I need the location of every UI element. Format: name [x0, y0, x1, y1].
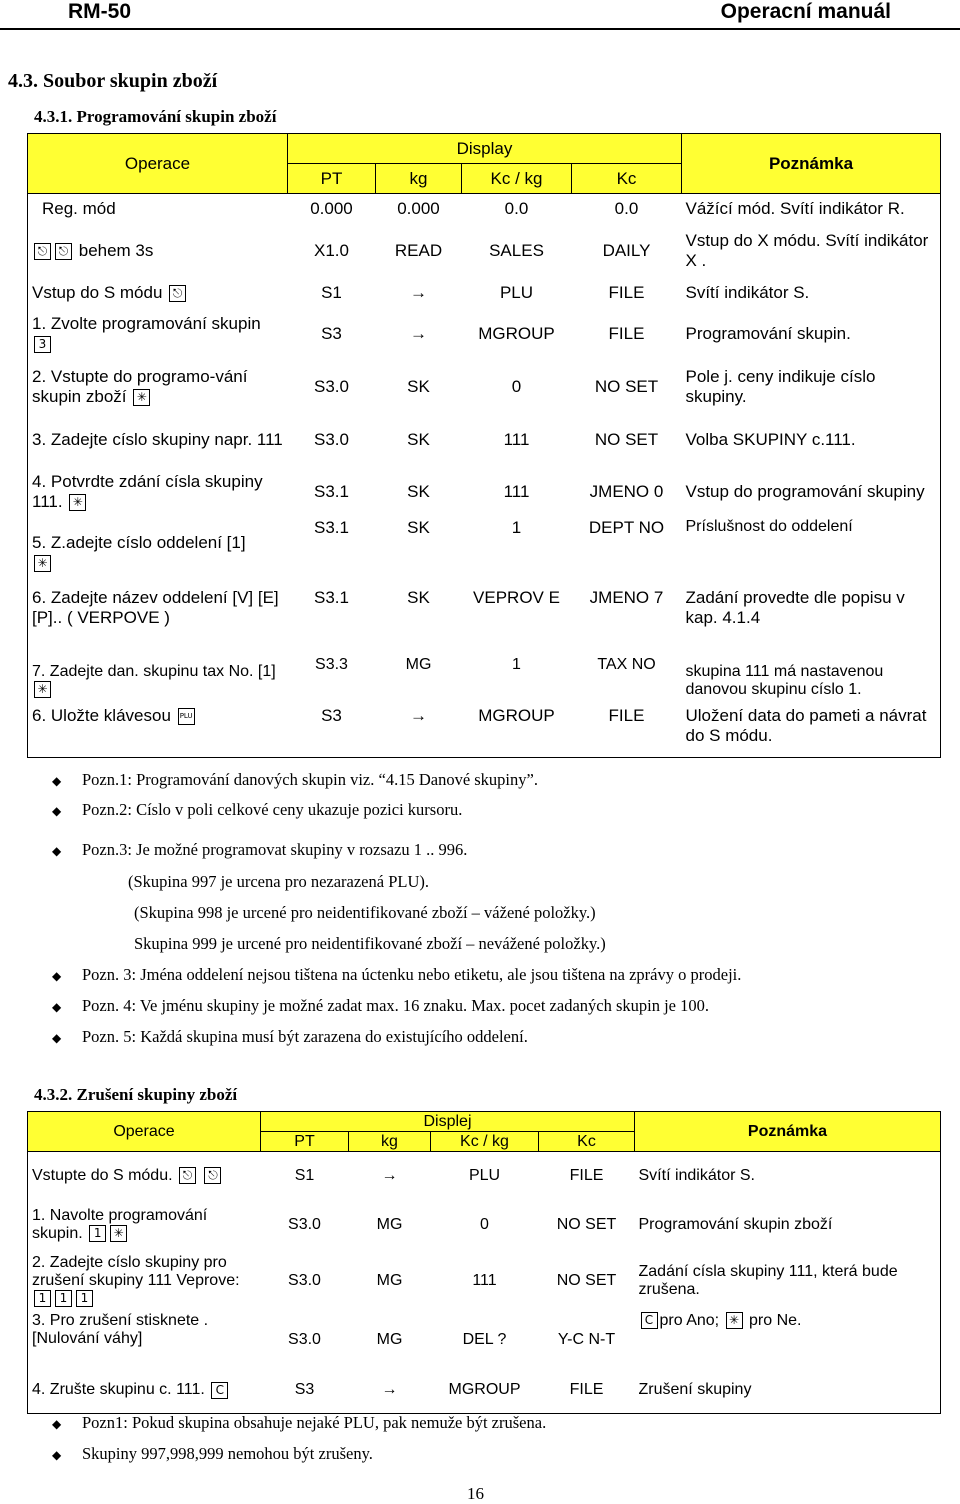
cell-kckg: PLU: [468, 1166, 501, 1184]
star-key-icon: ✳: [34, 555, 51, 572]
cell-note: Zadání císla skupiny 111, která bude zrušena.: [638, 1262, 898, 1298]
table-row: [28, 194, 941, 224]
x-key-icon: ⎋: [169, 285, 186, 302]
bullet-icon: ◆: [52, 1000, 62, 1014]
cell-note: skupina 111 má nastavenou danovou skupinu císlo 1.: [685, 662, 884, 698]
table-row: [28, 1250, 941, 1312]
col-poznamka: Poznámka: [635, 1112, 941, 1152]
bullet-icon: ◆: [52, 1448, 62, 1462]
list-item: ◆ Pozn. 5: Každá skupina musí být zarazena do existujícího oddelení.: [52, 1027, 528, 1046]
x-key-icon: ⎋: [179, 1167, 196, 1184]
cell-kckg: 111: [503, 429, 530, 449]
col-kc: Kc: [539, 1132, 635, 1152]
cell-pt: S3.0: [314, 376, 349, 396]
list-item: ◆ Pozn.2: Císlo v poli celkové ceny ukazuje pozici kursoru.: [52, 800, 463, 819]
table-row: [28, 518, 941, 588]
cell-op: 5. Z.adejte císlo oddelení [1]: [32, 532, 246, 552]
cell-kg: MG: [376, 1271, 403, 1289]
col-poznamka: Poznámka: [682, 134, 941, 194]
cell-kc: 0.0: [614, 198, 639, 218]
bullet-icon: ◆: [52, 1031, 62, 1045]
cell-kg: MG: [376, 1215, 403, 1233]
col-displej: Displej: [261, 1112, 635, 1132]
bullet-icon: ◆: [52, 969, 62, 983]
cell-pt: S1: [321, 282, 342, 302]
cell-pt: X1.0: [314, 240, 349, 260]
bullet-icon: ◆: [52, 844, 62, 858]
cell-kckg: MGROUP: [448, 1381, 521, 1399]
cell-kckg: 0.0: [504, 198, 529, 218]
table-row: [28, 1368, 941, 1414]
cell-pt: S3.0: [288, 1330, 321, 1348]
table-row: [28, 706, 941, 758]
cell-kg: →: [410, 705, 427, 725]
cell-kc: FILE: [608, 323, 645, 343]
col-kckg: Kc / kg: [431, 1132, 539, 1152]
cell-pt: S3: [321, 705, 342, 725]
cell-kc: DEPT NO: [588, 517, 665, 537]
programming-table: [27, 133, 941, 758]
cell-kg: SK: [407, 429, 430, 449]
list-item: (Skupina 997 je urcena pro nezarazená PLU).: [128, 872, 429, 891]
table-row: [28, 308, 941, 360]
cell-op: 7. Zadejte dan. skupinu tax No. [1]: [32, 662, 276, 680]
cell-kc: JMENO 7: [589, 587, 664, 607]
cell-kckg: MGROUP: [478, 323, 555, 343]
cell-op: Vstup do S módu: [32, 282, 163, 302]
notes-list-2: [52, 1413, 546, 1475]
table-row: [28, 414, 941, 466]
cell-op: Reg. mód: [42, 198, 116, 218]
cell-note: Programování skupin.: [685, 323, 851, 343]
col-operace: Operace: [28, 1112, 261, 1152]
list-item: ◆ Pozn.3: Je možné programovat skupiny v rozsazu 1 .. 996.: [52, 840, 468, 859]
cell-kckg: MGROUP: [478, 705, 555, 725]
c-key-icon: C: [641, 1312, 658, 1329]
cell-op: 6. Uložte klávesou: [32, 705, 171, 725]
table-row: [28, 1200, 941, 1250]
col-kg: kg: [349, 1132, 431, 1152]
section-title: 4.3. Soubor skupin zboží: [8, 70, 218, 92]
cell-kckg: 111: [472, 1271, 497, 1289]
cell-pt: S3.1: [314, 517, 349, 537]
cell-note: Vstup do X módu. Svítí indikátor X .: [685, 230, 929, 270]
cell-kckg: 111: [503, 481, 530, 501]
cell-kc: FILE: [608, 705, 645, 725]
cell-note: Zadání provedte dle popisu v kap. 4.1.4: [685, 587, 905, 627]
cell-note: Vážící mód. Svítí indikátor R.: [685, 198, 905, 218]
cell-op: 3. Pro zrušení stisknete . [Nulování váhy]: [32, 1311, 209, 1347]
doc-model: RM-50: [68, 0, 132, 23]
list-item: (Skupina 998 je urcené pro neidentifikované zboží – vážené položky.): [134, 903, 596, 922]
table-row: [28, 360, 941, 414]
cell-op: 4. Potvrdte zdání císla skupiny 111.: [32, 471, 263, 511]
cell-kc: FILE: [569, 1381, 604, 1399]
cell-note: Svítí indikátor S.: [685, 282, 810, 302]
table-row: [28, 278, 941, 308]
list-item: ◆ Pozn. 3: Jména oddelení nejsou tištena na úctenku nebo etiketu, ale jsou tištena na zprávy o prodeji.: [52, 965, 742, 984]
cell-kc: NO SET: [594, 429, 659, 449]
x-key-icon: ⎋: [204, 1167, 221, 1184]
cell-pt: 0.000: [310, 198, 353, 218]
three-key-icon: 3: [34, 336, 51, 353]
cell-op: 6. Zadejte název oddelení [V] [E] [P].. ( VERPOVE ): [32, 587, 279, 627]
cell-kg: →: [381, 1166, 398, 1184]
cell-op: 4. Zrušte skupinu c. 111.: [32, 1381, 205, 1399]
cell-op: 1. Zvolte programování skupin: [32, 313, 261, 333]
cell-kc: NO SET: [556, 1271, 617, 1289]
cell-pt: S1: [294, 1166, 315, 1184]
cell-kckg: 1: [512, 655, 521, 673]
cell-kg: SK: [407, 481, 430, 501]
col-kckg: Kc / kg: [462, 164, 572, 194]
table-row: [28, 656, 941, 706]
cell-note: pro Ano;: [659, 1311, 720, 1329]
doc-title: Operacní manuál: [720, 0, 891, 23]
x-key-icon: ⎋: [55, 243, 72, 260]
one-key-icon: 1: [34, 1290, 51, 1307]
cell-kckg: VEPROV E: [473, 587, 560, 607]
c-key-icon: C: [211, 1382, 228, 1399]
cell-kckg: SALES: [489, 240, 544, 260]
notes-list-1: [52, 770, 741, 1058]
star-key-icon: ✳: [726, 1312, 743, 1329]
table-row: [28, 1152, 941, 1200]
cell-pt: S3.1: [314, 587, 349, 607]
one-key-icon: 1: [89, 1225, 106, 1242]
plu-key-icon: PLU: [178, 708, 195, 725]
bullet-icon: ◆: [52, 804, 62, 818]
bullet-icon: ◆: [52, 1417, 62, 1431]
star-key-icon: ✳: [69, 494, 86, 511]
star-key-icon: ✳: [133, 389, 150, 406]
cell-pt: S3: [294, 1381, 315, 1399]
subsection-title-2: 4.3.2. Zrušení skupiny zboží: [34, 1085, 238, 1104]
col-operace: Operace: [28, 134, 288, 194]
cell-note: Zrušení skupiny: [638, 1381, 752, 1399]
star-key-icon: ✳: [34, 681, 51, 698]
cell-kg: →: [410, 282, 427, 302]
bullet-icon: ◆: [52, 774, 62, 788]
cell-kg: SK: [407, 587, 430, 607]
cell-note: Pole j. ceny indikuje císlo skupiny.: [685, 366, 876, 406]
col-pt: PT: [261, 1132, 349, 1152]
cell-note: pro Ne.: [749, 1311, 802, 1329]
cell-kg: READ: [394, 240, 443, 260]
cell-kg: MG: [376, 1330, 403, 1348]
cell-op: 2. Vstupte do programo-vání skupin zboží: [32, 366, 248, 406]
cell-pt: S3.0: [314, 429, 349, 449]
col-pt: PT: [288, 164, 376, 194]
cell-kckg: 0: [511, 376, 522, 396]
one-key-icon: 1: [76, 1290, 93, 1307]
list-item: ◆ Pozn.1: Programování danových skupin viz. “4.15 Danové skupiny”.: [52, 770, 538, 789]
cell-kg: SK: [407, 376, 430, 396]
cell-kg: →: [410, 323, 427, 343]
cell-kg: →: [381, 1381, 398, 1399]
cell-kc: NO SET: [556, 1215, 617, 1233]
one-key-icon: 1: [55, 1290, 72, 1307]
cell-op: 3. Zadejte císlo skupiny napr. 111: [32, 429, 283, 449]
table-row: [28, 588, 941, 656]
cell-pt: S3: [321, 323, 342, 343]
subsection-title-1: 4.3.1. Programování skupin zboží: [34, 107, 277, 126]
list-item: ◆ Pozn1: Pokud skupina obsahuje nejaké PLU, pak nemuže být zrušena.: [52, 1413, 547, 1432]
cell-op: 2. Zadejte císlo skupiny pro zrušení skupiny 111 Veprove:: [32, 1253, 240, 1289]
cell-note: Svítí indikátor S.: [638, 1166, 755, 1184]
table-row: [28, 224, 941, 278]
col-kg: kg: [376, 164, 462, 194]
col-kc: Kc: [572, 164, 682, 194]
list-item: Skupina 999 je urcené pro neidentifikované zboží – nevážené položky.): [134, 934, 606, 953]
cell-op: Vstupte do S módu.: [32, 1166, 173, 1184]
cell-kc: TAX NO: [597, 655, 656, 673]
cell-note: Uložení data do pameti a návrat do S módu.: [685, 705, 927, 745]
cell-kg: MG: [405, 655, 432, 673]
cell-kckg: PLU: [499, 282, 534, 302]
cell-pt: S3.0: [288, 1271, 321, 1289]
cell-op: behem 3s: [78, 240, 154, 260]
cell-pt: S3.3: [315, 655, 348, 673]
cell-kc: FILE: [569, 1166, 604, 1184]
cell-note: Programování skupin zboží: [638, 1215, 833, 1233]
cell-kckg: DEL ?: [462, 1330, 507, 1348]
cell-note: Príslušnost do oddelení: [685, 517, 853, 535]
cell-pt: S3.0: [288, 1215, 321, 1233]
cell-kc: FILE: [608, 282, 645, 302]
star-key-icon: ✳: [110, 1225, 127, 1242]
cell-kg: 0.000: [397, 198, 440, 218]
list-item: ◆ Skupiny 997,998,999 nemohou být zrušeny.: [52, 1444, 373, 1463]
cell-note: Vstup do programování skupiny: [685, 481, 925, 501]
cell-op: 1. Navolte programování skupin.: [32, 1206, 208, 1242]
cell-kg: SK: [407, 517, 430, 537]
table-row: [28, 1312, 941, 1368]
cell-pt: S3.1: [314, 481, 349, 501]
cell-kc: NO SET: [594, 376, 659, 396]
page-header: [0, 0, 960, 26]
cell-kc: DAILY: [602, 240, 651, 260]
list-item: ◆ Pozn. 4: Ve jménu skupiny je možné zadat max. 16 znaku. Max. pocet zadaných skupin je 100.: [52, 996, 709, 1015]
header-rule: [0, 28, 960, 30]
page-number: 16: [467, 1484, 484, 1503]
table-row: [28, 466, 941, 518]
delete-table: [27, 1111, 941, 1414]
cell-kckg: 1: [511, 517, 522, 537]
cell-kc: Y-C N-T: [557, 1330, 616, 1348]
cell-note: Volba SKUPINY c.111.: [685, 429, 856, 449]
x-key-icon: ⎋: [34, 243, 51, 260]
col-display: Display: [288, 134, 682, 164]
cell-kc: JMENO 0: [589, 481, 664, 501]
cell-kckg: 0: [480, 1215, 489, 1233]
